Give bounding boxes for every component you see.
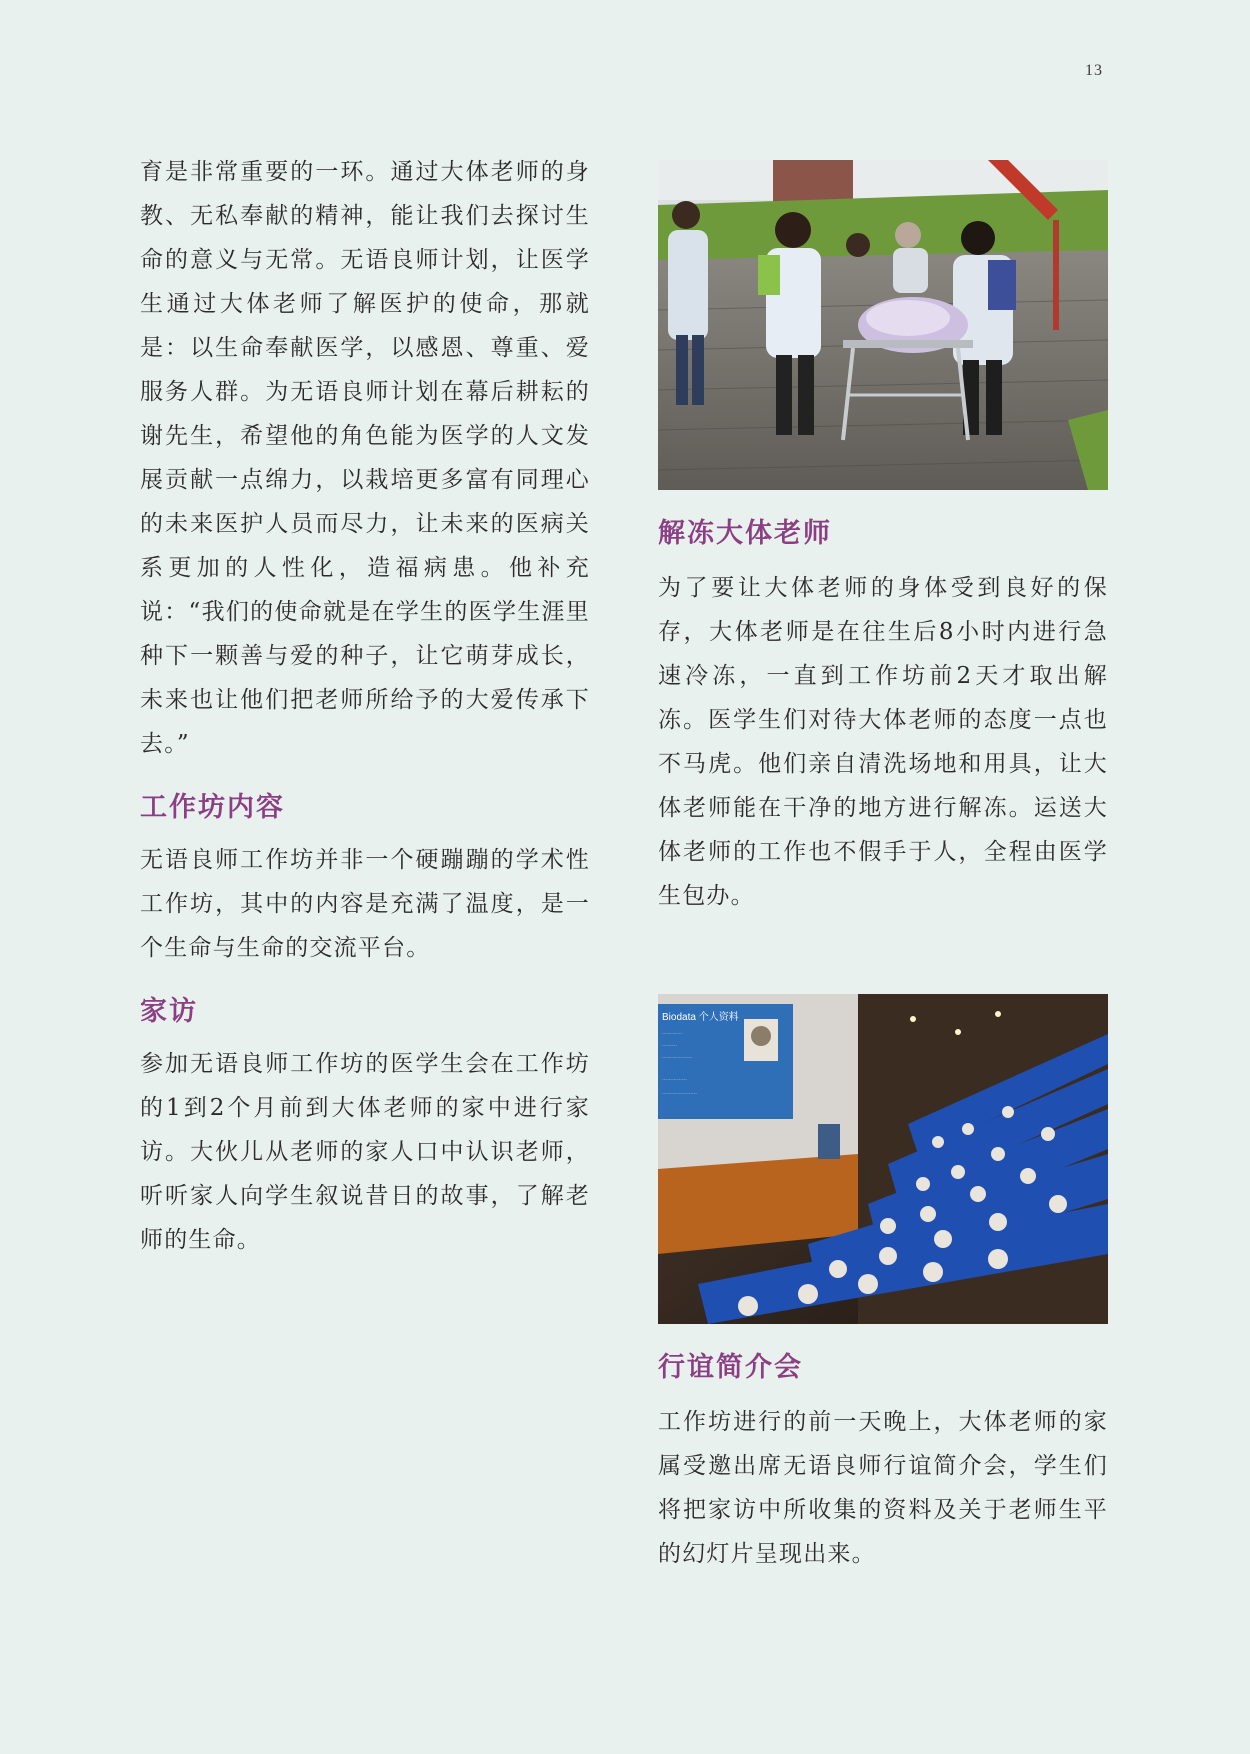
thaw-heading: 解冻大体老师 (658, 518, 832, 549)
briefing-heading: 行谊简介会 (658, 1352, 803, 1383)
slide-line: ………………… (662, 1090, 697, 1096)
slide-line: ……………… (662, 1054, 692, 1060)
slide-line: ………… (662, 1030, 682, 1036)
workshop-content-paragraph: 无语良师工作坊并非一个硬蹦蹦的学术性工作坊，其中的内容是充满了温度，是一个生命与生命的交流平台。 (140, 847, 590, 961)
right-column (658, 160, 1108, 1576)
thaw-paragraph: 为了要让大体老师的身体受到良好的保存，大体老师是在往生后8小时内进行急速冷冻，一直到工作坊前2天才取出解冻。医学生们对待大体老师的态度一点也不马虎。他们亲自清洗场地和用具，让大体老师能在干净的地方进行解冻。运送大体老师的工作也不假手于人，全程由医学生包办。 (658, 575, 1108, 909)
page-number: 13 (1085, 62, 1103, 79)
lecture-hall-photo (658, 994, 1108, 1324)
slide-line: …………… (662, 1076, 687, 1082)
home-visit-paragraph: 参加无语良师工作坊的医学生会在工作坊的1到2个月前到大体老师的家中进行家访。大伙儿从老师的家人口中认识老师，听听家人向学生叙说昔日的故事，了解老师的生命。 (140, 1051, 590, 1253)
slide-line: ……… (662, 1042, 677, 1048)
stretcher-photo (658, 160, 1108, 490)
left-column (140, 150, 590, 1262)
home-visit-heading: 家访 (140, 996, 198, 1027)
briefing-paragraph: 工作坊进行的前一天晚上，大体老师的家属受邀出席无语良师行谊简介会，学生们将把家访中所收集的资料及关于老师生平的幻灯片呈现出来。 (658, 1409, 1108, 1567)
slide-title: Biodata 个人资料 (662, 1012, 739, 1023)
intro-paragraph: 育是非常重要的一环。通过大体老师的身教、无私奉献的精神，能让我们去探讨生命的意义与无常。无语良师计划，让医学生通过大体老师了解医护的使命，那就是：以生命奉献医学，以感恩、尊重、爱服务人群。为无语良师计划在幕后耕耘的谢先生，希望他的角色能为医学的人文发展贡献一点绵力，以栽培更多富有同理心的未来医护人员而尽力，让未来的医病关系更加的人性化，造福病患。他补充说：“我们的使命就是在学生的医学生涯里种下一颗善与爱的种子，让它萌芽成长，未来也让他们把老师所给予的大爱传承下去。” (140, 159, 590, 757)
workshop-content-heading: 工作坊内容 (140, 792, 285, 823)
